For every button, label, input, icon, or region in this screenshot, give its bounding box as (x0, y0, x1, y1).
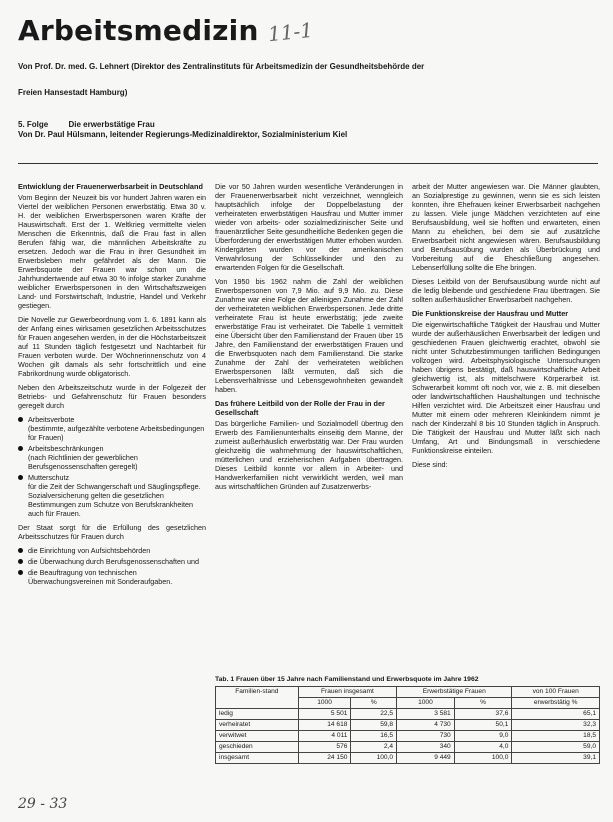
bullet-icon (18, 548, 23, 553)
table-header-cell: von 100 Frauen (512, 687, 600, 698)
table-cell: 59,0 (512, 742, 600, 753)
paragraph: Von 1950 bis 1962 nahm die Zahl der weiblichen Erwerbspersonen von 7,9 Mio. auf 9,9 Mio. zu. Diese Zunahme war eine Folge der alleinigen Zunahme der Zahl der verheirateten weiblichen Erwerbspersonen. Jede dritte verheiratete Frau ist heute erwerbstätig; jede zweite erwerbstätige Frau ist verheiratet. Die Tabelle 1 vermittelt eine Übersicht über den Familienstand der Frauen über 15 Jahre, den Familienstand der erwerbstätigen Frauen und die Erwerbsquoten nach dem Familienstand. Die starke Zunahme der Zahl der verheirateten weiblichen Erwerbspersonen läßt vermuten, daß sich die Lebensverhältnisse und Lebensgewohnheiten gewandelt haben. (215, 277, 403, 394)
table-cell: 22,5 (351, 709, 397, 720)
table-cell: 340 (397, 742, 455, 753)
handwritten-page-note: 29 - 33 (18, 796, 68, 812)
section-heading: Die Funktionskreise der Hausfrau und Mutter (412, 309, 569, 318)
table-row (216, 709, 600, 720)
table-row (216, 742, 600, 753)
table-cell: 576 (298, 742, 351, 753)
list-item (18, 444, 206, 471)
list-item (18, 473, 206, 518)
table-header-cell: Frauen insgesamt (298, 687, 396, 698)
data-table-block (215, 676, 600, 764)
table-header-cell: Familien-stand (216, 687, 299, 709)
paragraph: Diese sind: (412, 460, 448, 469)
column-3 (412, 182, 600, 474)
list-item (18, 415, 206, 442)
list-item-title: Arbeitsverbote (28, 415, 75, 424)
paragraph: Dieses Leitbild von der Berufsausübung wurde nicht auf die ledig bleibende und geschiedene Frau übertragen. Sie sollten außerhäuslicher Erwerbsarbeit nachgehen. (412, 277, 600, 304)
section-heading: Entwicklung der Frauenerwerbsarbeit in Deutschland (18, 182, 203, 191)
table-header-row (216, 687, 600, 698)
table-cell: 24 150 (298, 753, 351, 764)
bullet-list (18, 546, 206, 586)
table-cell: 100,0 (351, 753, 397, 764)
table-cell: 2,4 (351, 742, 397, 753)
list-item-text: für die Zeit der Schwangerschaft und Säuglingspflege. Sozialversicherung gelten die gesetzlichen Bestimmungen zum Schutze von Berufskrankheiten auch für Frauen. (28, 482, 201, 518)
table-cell: 65,1 (512, 709, 600, 720)
list-item-text: (nach Richtlinien der gewerblichen Berufsgenossenschaften geregelt) (28, 453, 138, 471)
paragraph: Der Staat sorgt für die Erfüllung des gesetzlichen Arbeitsschutzes für Frauen durch (18, 523, 206, 541)
bullet-list (18, 415, 206, 518)
table-cell: 16,5 (351, 731, 397, 742)
paragraph: Die eigenwirtschaftliche Tätigkeit der Hausfrau und Mutter wurde der außerhäuslichen Erwerbsarbeit der ledigen und geschiedenen Frauen gleichwertig erachtet, obwohl sie nicht unter Schutzbestimmungen tariflichen Bedingungen vollzogen wird. Arbeitsphysiologische Untersuchungen haben übrigens bestätigt, daß hauswirtschaftliche Arbeit gleichwertig ist, als mittelschwere Körperarbeit ist. Schwerarbeit kommt oft noch vor, wie z. B. mit dieselben oder landwirtschaftlichen Haushaltungen und technische Hilfen verzichtet wird. Die Arbeitszeit einer Hausfrau und Mutter mit einem oder mehreren Kleinkindern nimmt je nach der Kinderzahl 8 bis 10 Stunden täglich in Anspruch. Die Tätigkeit der Hausfrau und Mutter läßt sich nach Umfang, Art und Bindungsmaß in verschiedene Funktionskreise einteilen. (412, 320, 600, 455)
bullet-icon (18, 446, 23, 451)
bullet-icon (18, 570, 23, 575)
paragraph: arbeit der Mutter angewiesen war. Die Männer glaubten, an Sozialprestige zu gewinnen, wenn sie es sich leisten konnten, ihre Ehefrauen keiner Erwerbsarbeit nachgehen zu lassen. Viele junge Mädchen verzichteten auf eine Berufsausbildung, weil sie hofften und erwarteten, einen Mann zu ehelichen, bei dem sie auf zusätzliche Erwerbsarbeit nicht angewiesen wären. Berufsausbildung und Berufsausübung wurden als Überbrückung und Vorbereitung auf die Eheschließung angesehen. Lebenserfüllung sollte die Ehe bringen. (412, 182, 600, 272)
author-line-2: Freien Hansestadt Hamburg) (18, 88, 128, 97)
table-cell: 4,0 (454, 742, 512, 753)
table-header-cell: erwerbstätig % (512, 698, 600, 709)
series-line (18, 120, 173, 129)
header-divider (18, 163, 598, 164)
list-item (18, 568, 206, 586)
bullet-icon (18, 417, 23, 422)
series-number: 5. Folge (18, 120, 49, 129)
bullet-icon (18, 559, 23, 564)
table-cell: 3 581 (397, 709, 455, 720)
table-cell: 5 501 (298, 709, 351, 720)
list-item-text: (bestimmte, aufgezählte verbotene Arbeitsbedingungen für Frauen) (28, 424, 205, 442)
list-item-text: die Einrichtung von Aufsichtsbehörden (28, 546, 151, 555)
table-row (216, 731, 600, 742)
table-cell: 9 449 (397, 753, 455, 764)
column-1 (18, 182, 206, 591)
author-line: Von Prof. Dr. med. G. Lehnert (Direktor des Zentralinstituts für Arbeitsmedizin der Gesundheitsbehörde der (18, 62, 425, 71)
table-cell: ledig (216, 709, 299, 720)
list-item-title: Mutterschutz (28, 473, 70, 482)
table-cell: 9,0 (454, 731, 512, 742)
bullet-icon (18, 475, 23, 480)
table-cell: insgesamt (216, 753, 299, 764)
paragraph: Vom Beginn der Neuzeit bis vor hundert Jahren waren ein Viertel der weiblichen Personen erwerbstätig. Etwa 30 v. H. der weiblichen Erwerbspersonen waren Kräfte der Hauswirtschaft. Erst der 1. Weltkrieg vermittelte vielen Menschen die Erkenntnis, daß die Frau fast in allen Berufen fähig war, die männlichen Arbeitskräfte zu ersetzen. Jedoch war die Frau in ihrer Gesundheit im Erwerbsleben mehr gefährdet als der Mann. Die Erwerbsquote der Frauen war schon um die Jahrhundertwende auf etwa 30 % infolge starker Zunahme weiblicher Erwerbspersonen in den Wirtschaftszweigen Land- und Forstwirtschaft, Industrie, Handel und Verkehr gestiegen. (18, 193, 206, 310)
table-cell: 32,3 (512, 720, 600, 731)
data-table (215, 686, 600, 764)
table-cell: 18,5 (512, 731, 600, 742)
paragraph: Die Novelle zur Gewerbeordnung vom 1. 6. 1891 kann als der Anfang eines wirksamen gesetzlichen Arbeitsschutzes für Frauen angesehen werden, in der die Höchstarbeitszeit auf 11 Stunden täglich festgesetzt und Nachtarbeit für Frauen verboten wurde. Der Wöchnerinnenschutz von 4 Wochen gilt damals als sehr fortschrittlich und eine Fabrikordnung wurde obligatorisch. (18, 315, 206, 378)
paragraph: Das bürgerliche Familien- und Sozialmodell übertrug den Erwerb des Familienunterhalts einseitig dem Manne, der zumeist außerhäuslich erwerbstätig war. Der Frau wurden gleichzeitig die wahrnehmung der hauswirtschaftlichen, mütterlichen und erzieherischen Aufgaben übertragen. Dieses Leitbild konnte vor allem in Arbeiter- und Handwerkerfamilien nicht verwirklicht werden, weil man aus wirtschaftlichen Gründen auf Zusatzerwerbs- (215, 419, 403, 491)
section-heading: Das frühere Leitbild von der Rolle der Frau in der Gesellschaft (215, 399, 385, 417)
table-cell: 100,0 (454, 753, 512, 764)
page-title: Arbeitsmedizin (18, 14, 259, 47)
table-cell: geschieden (216, 742, 299, 753)
handwritten-note: 11-1 (266, 17, 315, 47)
table-header-cell: Erwerbstätige Frauen (397, 687, 512, 698)
list-item (18, 557, 206, 566)
table-cell: 50,1 (454, 720, 512, 731)
table-header-cell: % (454, 698, 512, 709)
list-item-title: Arbeitsbeschränkungen (28, 444, 104, 453)
table-header-cell: 1000 (298, 698, 351, 709)
table-cell: 37,6 (454, 709, 512, 720)
list-item (18, 546, 206, 555)
table-header-cell: % (351, 698, 397, 709)
column-2 (215, 182, 403, 496)
table-cell: 39,1 (512, 753, 600, 764)
table-cell: 4 730 (397, 720, 455, 731)
article-author: Von Dr. Paul Hülsmann, leitender Regierungs-Medizinaldirektor, Sozialministerium Kiel (18, 130, 348, 139)
table-cell: 4 011 (298, 731, 351, 742)
paragraph: Neben den Arbeitszeitschutz wurde in der Folgezeit der Betriebs- und Gefahrenschutz für Frauen besonders geregelt durch (18, 383, 206, 410)
table-header-cell: 1000 (397, 698, 455, 709)
list-item-text: die Überwachung durch Berufsgenossenschaften und (28, 557, 200, 566)
list-item-text: die Beauftragung von technischen Überwachungsvereinen mit Sonderaufgaben. (28, 568, 173, 586)
series-title: Die erwerbstätige Frau (68, 120, 155, 129)
table-cell: 59,8 (351, 720, 397, 731)
table-row (216, 753, 600, 764)
table-cell: verwitwet (216, 731, 299, 742)
paragraph: Die vor 50 Jahren wurden wesentliche Veränderungen in der Frauenerwerbsarbeit nicht verzeichnet, wenngleich hauptsächlich infolge der Doppelbelastung der verheirateten erwerbstätigen Hausfrau und Mutter immer wieder von arbeits- oder sozialmedizinischer Seite und frauenärztlicher Seite gesundheitliche Bedenken gegen die Überforderung der erwerbstätigen Mutter erhoben wurden. Kindergärten wurden vor der amerikanischen Verwahrlosung der Schlüsselkinder und den zu erwartenden Folgen für die Gesellschaft. (215, 182, 403, 272)
table-cell: 14 618 (298, 720, 351, 731)
table-row (216, 720, 600, 731)
table-caption: Tab. 1 Frauen über 15 Jahre nach Familienstand und Erwerbsquote im Jahre 1962 (215, 676, 479, 683)
table-cell: verheiratet (216, 720, 299, 731)
table-cell: 730 (397, 731, 455, 742)
